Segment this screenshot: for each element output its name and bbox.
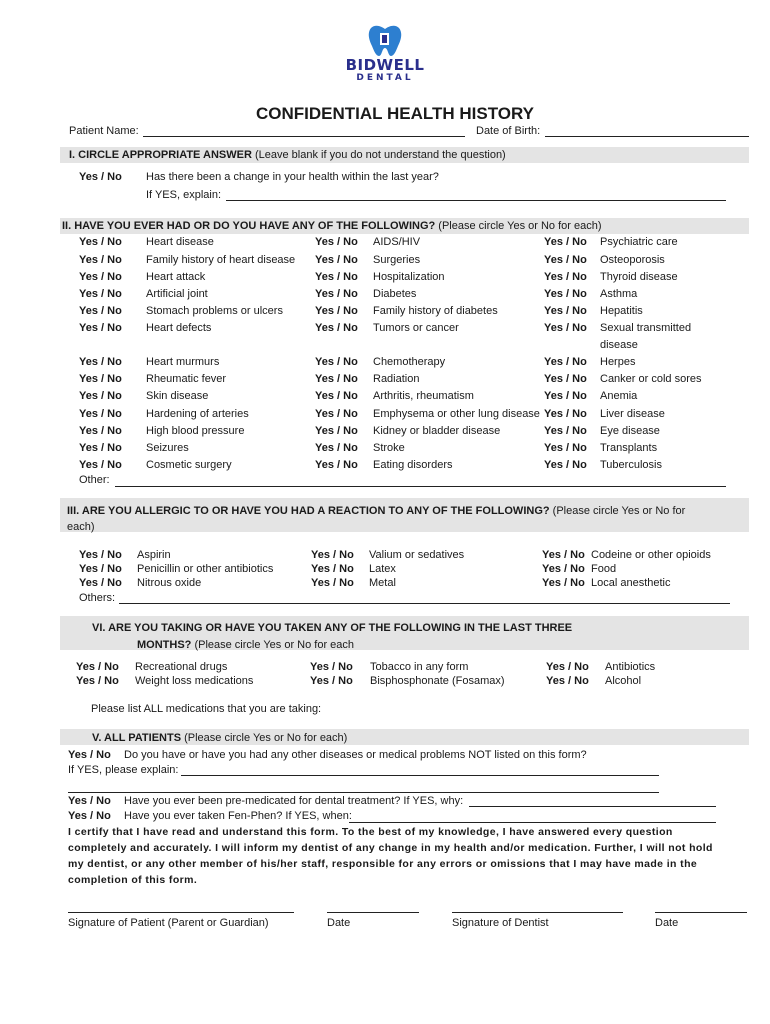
sec2-yes-no[interactable]: Yes / No (79, 425, 122, 437)
sec3-yes-no[interactable]: Yes / No (311, 577, 354, 589)
section-3-heading (67, 505, 685, 517)
sec2-yes-no[interactable]: Yes / No (544, 459, 587, 471)
medications-label: Please list ALL medications that you are taking: (91, 703, 322, 715)
certify-line: completely and accurately. I will inform my dentist of any change in my health and/or medication. Further, I will not hold (68, 842, 713, 854)
sec2-yes-no[interactable]: Yes / No (79, 305, 122, 317)
sec2-other-label: Other: (79, 474, 110, 486)
condition-item: Heart attack (146, 271, 206, 283)
dentist-signature-field[interactable] (452, 912, 623, 913)
condition-item: Stroke (373, 442, 405, 454)
dentist-signature-label: Signature of Dentist (452, 917, 549, 929)
sec5-q3-yes-no[interactable]: Yes / No (68, 810, 111, 822)
condition-item: Psychiatric care (600, 236, 678, 248)
sec2-yes-no[interactable]: Yes / No (79, 408, 122, 420)
condition-item: Family history of heart disease (146, 254, 296, 266)
sec2-yes-no[interactable]: Yes / No (315, 408, 358, 420)
sec5-q3: Have you ever taken Fen-Phen? If YES, when: (124, 810, 352, 822)
medication-item: Weight loss medications (135, 675, 254, 687)
sec2-yes-no[interactable]: Yes / No (315, 390, 358, 402)
section-4-heading-line1: VI. ARE YOU TAKING OR HAVE YOU TAKEN ANY OF THE FOLLOWING IN THE LAST THREE (92, 622, 573, 634)
condition-item: Surgeries (373, 254, 421, 266)
sec2-yes-no[interactable]: Yes / No (315, 442, 358, 454)
sec4-yes-no[interactable]: Yes / No (310, 675, 353, 687)
date-label-2: Date (655, 917, 679, 929)
condition-item: Transplants (600, 442, 658, 454)
condition-item: Diabetes (373, 288, 417, 300)
section-5-heading-note: (Please circle Yes or No for each) (181, 732, 348, 744)
section-5-heading (92, 732, 347, 744)
sec2-yes-no[interactable]: Yes / No (544, 390, 587, 402)
condition-item: Liver disease (600, 408, 665, 420)
tooth-icon (365, 24, 405, 58)
condition-item: Artificial joint (146, 288, 208, 300)
section-2-heading-note: (Please circle Yes or No for each) (435, 220, 602, 232)
sec2-yes-no[interactable]: Yes / No (79, 459, 122, 471)
sec1-explain-label: If YES, explain: (146, 189, 222, 201)
section-1-heading-bold: I. CIRCLE APPROPRIATE ANSWER (69, 149, 252, 161)
medication-item: Tobacco in any form (370, 661, 469, 673)
condition-item: Hospitalization (373, 271, 445, 283)
condition-item: AIDS/HIV (373, 236, 421, 248)
date-label-1: Date (327, 917, 351, 929)
condition-item: Hardening of arteries (146, 408, 249, 420)
section-2-heading-bold: II. HAVE YOU EVER HAD OR DO YOU HAVE ANY OF THE FOLLOWING? (62, 220, 436, 232)
condition-item: Herpes (600, 356, 636, 368)
allergy-item: Aspirin (137, 549, 171, 561)
sec2-yes-no[interactable]: Yes / No (544, 254, 587, 266)
sec2-yes-no[interactable]: Yes / No (79, 288, 122, 300)
condition-item: Eating disorders (373, 459, 453, 471)
dob-field[interactable] (545, 136, 749, 137)
sec5-q1: Do you have or have you had any other diseases or medical problems NOT listed on this form? (124, 749, 587, 761)
sec4-yes-no[interactable]: Yes / No (310, 661, 353, 673)
sec5-q3-field[interactable] (349, 822, 716, 823)
allergy-item: Latex (369, 563, 396, 575)
sec2-yes-no[interactable]: Yes / No (79, 373, 122, 385)
condition-item: Heart murmurs (146, 356, 220, 368)
sec2-yes-no[interactable]: Yes / No (79, 254, 122, 266)
condition-item: Hepatitis (600, 305, 643, 317)
medication-item: Alcohol (605, 675, 642, 687)
allergy-item: Valium or sedatives (369, 549, 465, 561)
sec2-yes-no[interactable]: Yes / No (79, 236, 122, 248)
sec2-yes-no[interactable]: Yes / No (544, 288, 587, 300)
sec5-q2-yes-no[interactable]: Yes / No (68, 795, 111, 807)
patient-name-field[interactable] (143, 136, 465, 137)
sec2-yes-no[interactable]: Yes / No (544, 373, 587, 385)
sec3-yes-no[interactable]: Yes / No (79, 577, 122, 589)
sec2-yes-no[interactable]: Yes / No (79, 390, 122, 402)
sec2-yes-no[interactable]: Yes / No (79, 322, 122, 334)
sec5-q1-yes-no[interactable]: Yes / No (68, 749, 111, 761)
sec2-yes-no[interactable]: Yes / No (315, 254, 358, 266)
sec3-yes-no[interactable]: Yes / No (542, 577, 585, 589)
medication-item: Bisphosphonate (Fosamax) (370, 675, 505, 687)
sec4-yes-no[interactable]: Yes / No (76, 675, 119, 687)
condition-item: Heart disease (146, 236, 214, 248)
condition-item: Rheumatic fever (146, 373, 227, 385)
sec2-yes-no[interactable]: Yes / No (544, 425, 587, 437)
condition-item: Tumors or cancer (373, 322, 459, 334)
section-3-heading-bold: III. ARE YOU ALLERGIC TO OR HAVE YOU HAD A REACTION TO ANY OF THE FOLLOWING? (67, 505, 550, 517)
section-4-heading-bold2: MONTHS? (137, 639, 192, 651)
sec5-explain-label: If YES, please explain: (68, 764, 179, 776)
sec5-q2-field[interactable] (469, 806, 716, 807)
section-2-heading (62, 220, 602, 232)
condition-item: Radiation (373, 373, 420, 385)
condition-item: Canker or cold sores (600, 373, 702, 385)
sec3-yes-no[interactable]: Yes / No (79, 549, 122, 561)
certify-line: I certify that I have read and understand this form. To the best of my knowledge, I have answered every question (68, 826, 673, 838)
condition-item: Chemotherapy (373, 356, 446, 368)
sec4-yes-no[interactable]: Yes / No (76, 661, 119, 673)
condition-item: Asthma (600, 288, 638, 300)
certify-line: completion of this form. (68, 874, 198, 886)
allergy-item: Penicillin or other antibiotics (137, 563, 274, 575)
condition-item: Stomach problems or ulcers (146, 305, 283, 317)
sec4-yes-no[interactable]: Yes / No (546, 675, 589, 687)
section-1-heading (69, 149, 506, 161)
sec5-explain-field-2[interactable] (68, 792, 659, 793)
allergy-item: Food (591, 563, 617, 575)
patient-name-label: Patient Name: (69, 125, 139, 137)
sec2-yes-no[interactable]: Yes / No (544, 356, 587, 368)
sec2-yes-no[interactable]: Yes / No (315, 425, 358, 437)
section-4-heading-line2 (137, 639, 354, 651)
condition-item: Kidney or bladder disease (373, 425, 501, 437)
condition-item: Heart defects (146, 322, 212, 334)
section-4-heading-note: (Please circle Yes or No for each (191, 639, 355, 651)
condition-item: Thyroid disease (600, 271, 678, 283)
medication-item: Recreational drugs (135, 661, 228, 673)
sec2-yes-no[interactable]: Yes / No (315, 271, 358, 283)
sec2-yes-no[interactable]: Yes / No (544, 408, 587, 420)
sec2-yes-no[interactable]: Yes / No (544, 271, 587, 283)
sec2-yes-no[interactable]: Yes / No (79, 442, 122, 454)
sec3-yes-no[interactable]: Yes / No (311, 549, 354, 561)
sec2-yes-no[interactable]: Yes / No (79, 356, 122, 368)
sec3-others-field[interactable] (119, 603, 730, 604)
medication-item: Antibiotics (605, 661, 656, 673)
sec3-yes-no[interactable]: Yes / No (311, 563, 354, 575)
sec1-explain-field[interactable] (226, 200, 726, 201)
patient-signature-field[interactable] (68, 912, 294, 913)
condition-item: Osteoporosis (600, 254, 665, 266)
logo (345, 24, 425, 96)
section-1-heading-note: (Leave blank if you do not understand the question) (251, 149, 506, 161)
condition-item: Tuberculosis (600, 459, 662, 471)
condition-item: Anemia (600, 390, 638, 402)
logo-name: BIDWELL (345, 56, 425, 74)
sec2-yes-no[interactable]: Yes / No (315, 322, 358, 334)
sec2-other-field[interactable] (115, 486, 726, 487)
allergy-item: Metal (369, 577, 396, 589)
sec5-explain-field[interactable] (181, 775, 659, 776)
section-5-heading-bold: V. ALL PATIENTS (92, 732, 182, 744)
allergy-item: Nitrous oxide (137, 577, 202, 589)
sec2-yes-no[interactable]: Yes / No (544, 236, 587, 248)
sec3-yes-no[interactable]: Yes / No (79, 563, 122, 575)
sec1-yes-no[interactable]: Yes / No (79, 171, 122, 183)
condition-item: Cosmetic surgery (146, 459, 232, 471)
sec2-yes-no[interactable]: Yes / No (544, 442, 587, 454)
condition-item: Skin disease (146, 390, 209, 402)
condition-item: Seizures (146, 442, 189, 454)
certification (68, 824, 758, 888)
allergy-item: Codeine or other opioids (591, 549, 711, 561)
patient-signature-label: Signature of Patient (Parent or Guardian) (68, 917, 269, 929)
sec2-yes-no[interactable]: Yes / No (544, 305, 587, 317)
condition-item: Sexual transmitted (600, 322, 692, 334)
condition-item: Emphysema or other lung disease (373, 408, 540, 420)
sec2-yes-no[interactable]: Yes / No (315, 459, 358, 471)
date-field-2[interactable] (655, 912, 747, 913)
condition-item: Family history of diabetes (373, 305, 498, 317)
logo-sub: DENTAL (356, 73, 414, 83)
sec2-yes-no[interactable]: Yes / No (79, 271, 122, 283)
condition-item: Eye disease (600, 425, 660, 437)
sec3-yes-no[interactable]: Yes / No (542, 549, 585, 561)
sec2-yes-no[interactable]: Yes / No (315, 288, 358, 300)
section-3-heading-wrap: each) (67, 521, 95, 533)
date-field-1[interactable] (327, 912, 419, 913)
sec2-yes-no[interactable]: Yes / No (315, 356, 358, 368)
condition-item: Arthritis, rheumatism (373, 390, 474, 402)
sec2-yes-no[interactable]: Yes / No (315, 373, 358, 385)
allergy-item: Local anesthetic (591, 577, 671, 589)
sec2-col3-extra: disease (600, 339, 638, 351)
sec2-yes-no[interactable]: Yes / No (315, 236, 358, 248)
dob-label: Date of Birth: (476, 125, 541, 137)
certify-line: my dentist, or any other member of his/her staff, responsible for any errors or omissions that I may have made in the (68, 858, 698, 870)
sec4-yes-no[interactable]: Yes / No (546, 661, 589, 673)
sec2-yes-no[interactable]: Yes / No (544, 322, 587, 334)
sec1-question: Has there been a change in your health within the last year? (146, 171, 439, 183)
sec5-q2: Have you ever been pre-medicated for dental treatment? If YES, why: (124, 795, 464, 807)
section-3-heading-note: (Please circle Yes or No for (549, 505, 686, 517)
sec3-others-label: Others: (79, 592, 116, 604)
sec3-yes-no[interactable]: Yes / No (542, 563, 585, 575)
page-title: CONFIDENTIAL HEALTH HISTORY (256, 104, 534, 123)
sec2-yes-no[interactable]: Yes / No (315, 305, 358, 317)
condition-item: High blood pressure (146, 425, 245, 437)
